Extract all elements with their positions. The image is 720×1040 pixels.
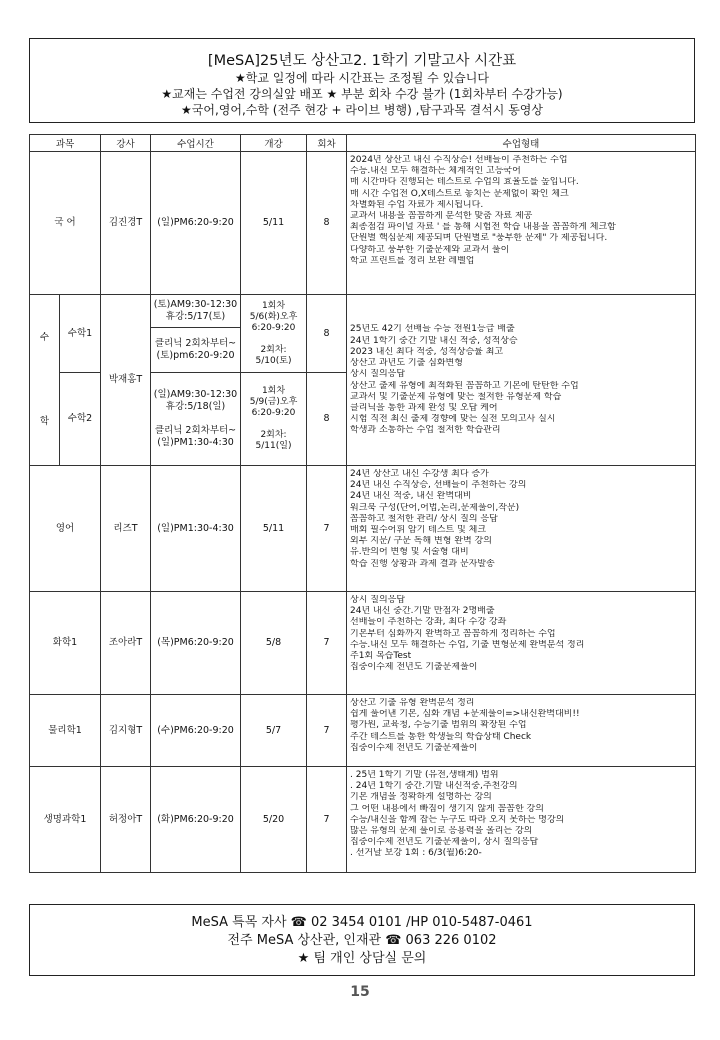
header-teacher: 강사 — [101, 135, 151, 152]
time-cell: (화)PM6:20-9:20 — [151, 767, 241, 873]
header-description: 수업형태 — [347, 135, 696, 152]
table-row — [30, 592, 696, 695]
count-cell: 7 — [307, 767, 347, 873]
header-time: 수업시간 — [151, 135, 241, 152]
header-start: 개강 — [241, 135, 307, 152]
time-cell: (수)PM6:20-9:20 — [151, 695, 241, 767]
header-box — [29, 38, 695, 123]
desc-line: 상시 질의응답 — [350, 369, 406, 380]
desc-line: 클리닉을 통한 과제 완성 및 오답 케어 — [350, 402, 498, 413]
math-group-char: 학 — [39, 416, 50, 427]
time-cell: (목)PM6:20-9:20 — [151, 592, 241, 695]
time-cell: (일)PM6:20-9:20 — [151, 152, 241, 295]
time-main: (토)AM9:30-12:30 휴강:5/17(토) — [151, 295, 240, 328]
count-cell: 8 — [307, 373, 347, 466]
desc-line: 주간 테스트를 통한 학생들의 학습상태 Check — [350, 731, 532, 742]
desc-line: 수능.내신 모두 해결하는 수업, 기출 변형문제 완벽분석 정리 — [350, 639, 585, 650]
desc-line: 기본 개념을 정확하게 설명하는 강의 — [350, 792, 492, 803]
subject-cell: 물리학1 — [30, 695, 101, 767]
desc-line: 외부 지문/ 구문 독해 변형 완벽 강의 — [350, 536, 492, 547]
subject-cell: 생명과학1 — [30, 767, 101, 873]
desc-line: 쉽게 풀어낸 기본, 심화 개념 +문제풀이=>내신완벽대비!! — [350, 709, 580, 720]
subject-cell: 수학1 — [60, 295, 101, 373]
desc-line: 상산고 출제 유형에 최적화된 꼼꼼하고 기본에 탄탄한 수업 — [350, 380, 579, 391]
start-cell: 5/20 — [241, 767, 307, 873]
header-subject: 과목 — [30, 135, 101, 152]
teacher-cell: 김지형T — [101, 695, 151, 767]
footer-box — [29, 904, 695, 976]
footer-contact-1: MeSA 특목 자사 ☎ 02 3454 0101 /HP 010-5487-0461 — [191, 915, 533, 930]
table-row — [30, 152, 696, 295]
math-group-cell — [30, 295, 60, 466]
description-cell — [347, 152, 696, 295]
desc-line: 기본부터 심화까지 완벽하고 꼼꼼하게 정리하는 수업 — [350, 628, 556, 639]
page-number: 15 — [350, 984, 370, 1000]
desc-line: 24년 내신 적중, 내신 완벽대비 — [350, 491, 472, 502]
count-cell: 8 — [307, 152, 347, 295]
description-cell — [347, 695, 696, 767]
desc-line: 집중이수제 전년도 기출문제풀이 — [350, 742, 478, 753]
subject-cell: 화학1 — [30, 592, 101, 695]
start-cell: 5/8 — [241, 592, 307, 695]
desc-line: 워크북 구성(단어,어법,논리,문제풀이,작문) — [350, 502, 520, 513]
subject-cell: 국 어 — [30, 152, 101, 295]
subject-cell: 영어 — [30, 466, 101, 592]
desc-line: 수능.내신 모두 해결하는 체계적인 고등국어 — [350, 166, 521, 177]
description-cell — [347, 466, 696, 592]
description-cell — [347, 295, 696, 466]
table-row — [30, 767, 696, 873]
table-row — [30, 695, 696, 767]
desc-line: 단원별 핵심문제 제공되며 단원별로 "풍부한 문제" 가 제공됩니다. — [350, 233, 608, 244]
start-cell: 1회차 5/6(화)오후 6:20-9:20 2회차: 5/10(토) — [241, 295, 307, 373]
desc-line: 24년 내신 중간.기말 만점자 2명배출 — [350, 606, 495, 617]
desc-line: 학습 진행 상황과 과제 결과 문자발송 — [350, 558, 495, 569]
desc-line: 상산고 과년도 기출 심화변형 — [350, 358, 463, 369]
header-count: 회차 — [307, 135, 347, 152]
teacher-cell: 조아라T — [101, 592, 151, 695]
desc-line: 많은 유형의 문제 풀이로 응용력을 올리는 강의 — [350, 826, 533, 837]
teacher-cell: 허정아T — [101, 767, 151, 873]
desc-line: 그 어떤 내용에서 빠짐이 생기지 않게 꼼꼼한 강의 — [350, 803, 544, 814]
teacher-cell: 김진경T — [101, 152, 151, 295]
footer-contact-2: 전주 MeSA 상산관, 인재관 ☎ 063 226 0102 — [227, 933, 497, 948]
desc-line: 상시 질의응답 — [350, 595, 406, 605]
start-cell: 5/11 — [241, 152, 307, 295]
table-row — [30, 295, 696, 373]
desc-line: 24년 내신 수직상승, 선배들이 추천하는 강의 — [350, 480, 527, 491]
header-note-1: ★학교 일정에 따라 시간표는 조정될 수 있습니다 — [235, 71, 489, 85]
desc-line: 상산고 기출 유형 완벽분석 정리 — [350, 698, 475, 708]
header-note-3: ★국어,영어,수학 (전주 현강 + 라이브 병행) ,탐구과목 결석시 동영상 — [181, 103, 543, 117]
page-title: [MeSA]25년도 상산고2. 1학기 기말고사 시간표 — [207, 53, 517, 69]
desc-line: 매회 필수어휘 암기 테스트 및 체크 — [350, 525, 487, 536]
desc-line: 다양하고 풍부한 기출문제와 교과서 풀이 — [350, 244, 510, 255]
desc-line: 2023 내신 최다 적중, 성적상승률 최고 — [350, 346, 504, 357]
desc-line: 평가원, 교육청, 수능기출 범위의 확장된 수업 — [350, 720, 527, 731]
start-cell: 5/11 — [241, 466, 307, 592]
subject-cell: 수학2 — [60, 373, 101, 466]
teacher-cell: 리즈T — [101, 466, 151, 592]
desc-line: 꼼꼼하고 철저한 관리/ 상시 질의 응답 — [350, 513, 498, 524]
desc-line: 집중이수제 전년도 기출문제풀이 — [350, 662, 478, 673]
desc-line: 집중이수제 전년도 기출문제풀이, 상시 질의응답 — [350, 837, 539, 848]
desc-line: 24년 1학기 중간 기말 내신 적중, 성적상승 — [350, 335, 518, 346]
time-cell: (일)AM9:30-12:30 휴강:5/18(일) 클리닉 2회차부터~ (일)PM1:30-4:30 — [151, 373, 241, 466]
desc-line: 주1회 복습Test — [350, 651, 412, 662]
desc-line: 교과서 및 기출문제 유형에 맞는 철저한 유형문제 학습 — [350, 391, 562, 402]
footer-note: ★ 팀 개인 상담실 문의 — [297, 951, 427, 966]
time-cell — [151, 295, 241, 373]
desc-line: 선배들이 추천하는 강좌, 최다 수강 강좌 — [350, 617, 507, 628]
teacher-cell: 박재홍T — [101, 295, 151, 466]
desc-line: . 24년 1학기 중간.기말 내신적중,추천강의 — [350, 781, 518, 792]
time-clinic: 클리닉 2회차부터~ (토)pm6:20-9:20 — [154, 338, 237, 361]
desc-line: . 25년 1학기 기말 (유전,생태계) 범위 — [350, 770, 499, 780]
desc-line: 학교 프린트를 정리 보완 레벨업 — [350, 255, 475, 266]
desc-line: 유.반의어 변형 및 서술형 대비 — [350, 547, 469, 558]
math-group-char: 수 — [39, 332, 50, 343]
table-row — [30, 466, 696, 592]
desc-line: 시험 직전 최신 출제 경향에 맞는 실전 모의고사 실시 — [350, 414, 556, 425]
desc-line: 차별화된 수업 자료가 제시됩니다. — [350, 199, 484, 210]
schedule-table — [29, 134, 696, 873]
table-header-row — [30, 135, 696, 152]
description-cell — [347, 767, 696, 873]
desc-line: 매 시간마다 진행되는 테스트로 수업의 효율도를 높입니다. — [350, 177, 579, 188]
desc-line: 교과서 내용을 꼼꼼하게 분석한 맞춤 자료 제공 — [350, 211, 533, 222]
start-cell: 1회차 5/9(금)오후 6:20-9:20 2회차: 5/11(일) — [241, 373, 307, 466]
desc-line: 24년 상산고 내신 수강생 최다 증가 — [350, 469, 489, 479]
start-cell: 5/7 — [241, 695, 307, 767]
desc-line: 수능/내신을 함께 잡는 누구도 따라 오지 못하는 명강의 — [350, 814, 565, 825]
desc-line: 최종점검 파이널 자료 ' 를 통해 시험전 학습 내용을 꼼꼼하게 체크함 — [350, 222, 616, 233]
desc-line: 매 시간 수업전 O,X테스트로 놓치는 문제없이 확인 체크 — [350, 188, 569, 199]
desc-line: 25년도 42기 선배들 수능 전원1등급 배출 — [350, 324, 515, 335]
count-cell: 7 — [307, 695, 347, 767]
time-cell: (일)PM1:30-4:30 — [151, 466, 241, 592]
description-cell — [347, 592, 696, 695]
desc-line: 학생과 소통하는 수업 철저한 학습관리 — [350, 425, 501, 436]
header-note-2: ★교재는 수업전 강의실앞 배포 ★ 부분 회차 수강 불가 (1회차부터 수강가능) — [161, 87, 563, 101]
count-cell: 8 — [307, 295, 347, 373]
count-cell: 7 — [307, 466, 347, 592]
desc-line: 2024년 상산고 내신 수직상승! 선배들이 추천하는 수업 — [350, 155, 568, 165]
count-cell: 7 — [307, 592, 347, 695]
desc-line: . 선거날 보강 1회 : 6/3(월)6:20- — [350, 848, 482, 859]
